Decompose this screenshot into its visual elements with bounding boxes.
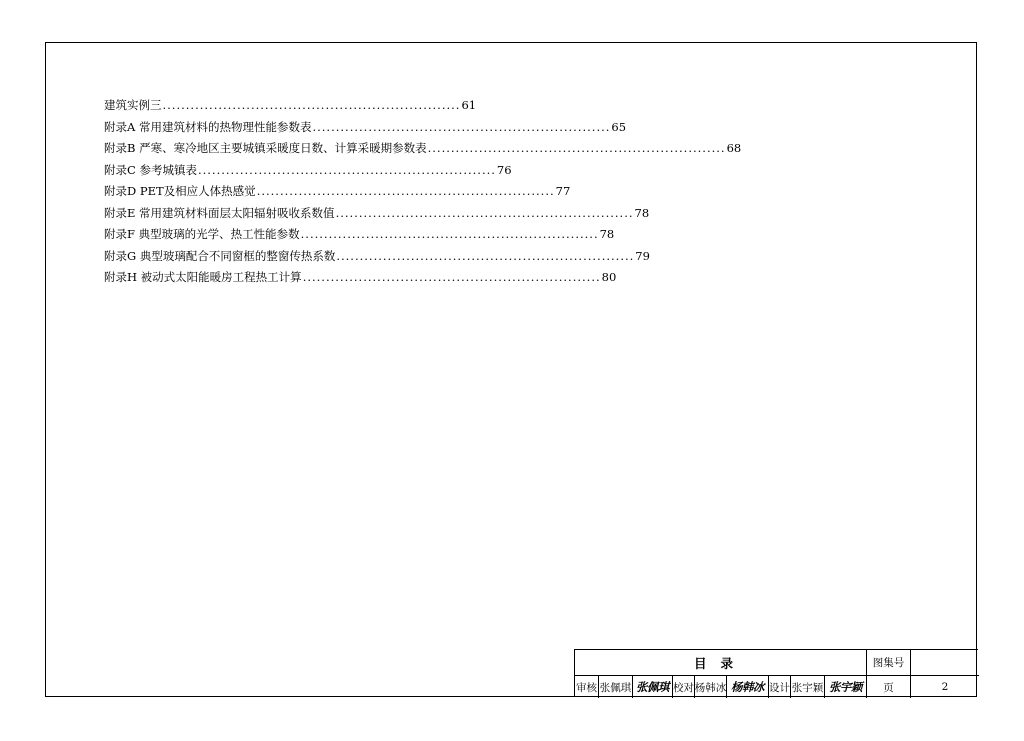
atlas-number-label: 图集号 — [867, 650, 911, 676]
toc-entry-title: 附录G 典型玻璃配合不同窗框的整窗传热系数 — [104, 248, 336, 263]
toc-entry-title: 附录D PET及相应人体热感觉 — [104, 184, 256, 198]
table-of-contents — [104, 95, 742, 289]
title-block — [574, 649, 978, 697]
drawing-title: 目录 — [575, 650, 867, 676]
designer-name: 张宇颖 — [791, 676, 825, 698]
toc-entry-title: 附录H 被动式太阳能暖房工程热工计算 — [104, 270, 302, 284]
toc-row — [104, 267, 617, 289]
toc-page-number: 78 — [634, 205, 650, 220]
reviewer-signature: 张佩琪 — [633, 676, 673, 698]
toc-page-number: 78 — [599, 227, 615, 241]
toc-row — [104, 117, 627, 139]
toc-leader-dots: ................................................................ — [300, 227, 599, 241]
signature-row — [575, 676, 979, 698]
toc-entry-title: 附录F 典型玻璃的光学、热工性能参数 — [104, 227, 300, 241]
toc-page-number: 76 — [496, 162, 512, 177]
toc-page-number: 79 — [635, 248, 650, 263]
toc-row — [104, 224, 615, 246]
toc-entry-title: 附录C 参考城镇表 — [104, 162, 197, 177]
toc-leader-dots: ................................................................ — [427, 141, 726, 155]
design-label: 设计 — [769, 676, 791, 698]
toc-row — [104, 95, 476, 117]
toc-page-number: 80 — [601, 270, 617, 284]
toc-row — [104, 246, 650, 268]
toc-leader-dots: ................................................................ — [302, 270, 601, 284]
toc-row — [104, 138, 742, 160]
toc-page-number: 77 — [555, 184, 571, 198]
page-number: 2 — [941, 681, 949, 693]
toc-entry-title: 附录E 常用建筑材料面层太阳辐射吸收系数值 — [104, 205, 335, 220]
toc-row — [104, 160, 512, 182]
reviewer-name: 张佩琪 — [599, 676, 633, 698]
page-label: 页 — [867, 676, 911, 698]
toc-leader-dots: ................................................................ — [256, 184, 555, 198]
check-label: 校对 — [673, 676, 695, 698]
toc-page-number: 68 — [726, 141, 742, 155]
checker-name: 杨韩冰 — [695, 676, 727, 698]
toc-leader-dots: ................................................................ — [335, 205, 634, 220]
toc-leader-dots: ................................................................ — [162, 98, 461, 112]
toc-row — [104, 181, 571, 203]
atlas-number-value — [911, 650, 979, 676]
toc-leader-dots: ................................................................ — [312, 119, 611, 134]
review-label: 审核 — [575, 676, 599, 698]
toc-page-number: 61 — [461, 98, 477, 112]
checker-signature: 杨韩冰 — [727, 676, 769, 698]
toc-leader-dots: ................................................................ — [197, 162, 496, 177]
toc-leader-dots: ................................................................ — [336, 248, 635, 263]
toc-entry-title: 附录B 严寒、寒冷地区主要城镇采暖度日数、计算采暖期参数表 — [104, 141, 427, 155]
toc-entry-title: 建筑实例三 — [104, 98, 162, 112]
designer-signature: 张宇颖 — [825, 676, 867, 698]
toc-entry-title: 附录A 常用建筑材料的热物理性能参数表 — [104, 119, 312, 134]
toc-row — [104, 203, 650, 225]
toc-page-number: 65 — [611, 119, 627, 134]
